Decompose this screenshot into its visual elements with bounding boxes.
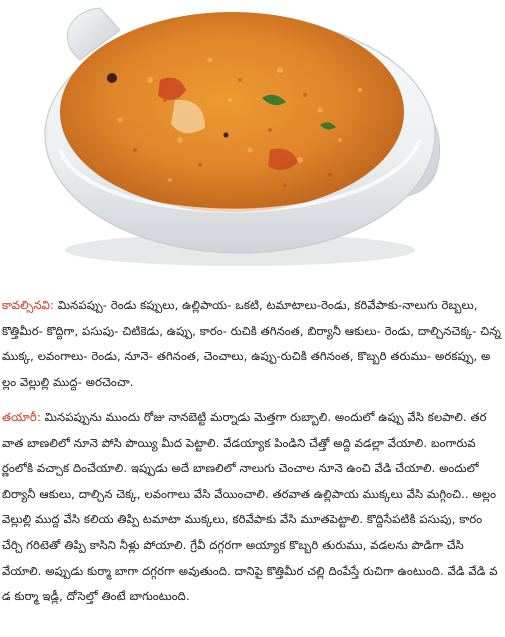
method-paragraph: [2, 405, 502, 610]
ingredients-text: మినపప్పు- రెండు కప్పులు, ఉల్లిపాయ- ఒకటి, టమాటాలు-రెండు, కరివేపాకు-నాలుగు రెబ్బలు, కొత్తిమీర- కొద్దిగా, పసుపు- చిటికెడు, ఉప్పు, కారం- రుచికి తగినంత, బిర్యానీ ఆకులు- రెండు, దాల్చినచెక్క- చిన్నముక్క, లవంగాలు- రెండు, నూనె- తగినంత, చెంచాలు, ఉప్పు-రుచికి తగినంత, కొబ్బరి తరుము- అరకప్పు, అల్లం వెల్లుల్లి ముద్ద- అరచెంచా.: [2, 298, 501, 389]
method-label: తయారీ:: [2, 410, 41, 424]
ingredients-label: కావల్సినవి:: [2, 298, 55, 312]
ingredients-paragraph: [2, 293, 502, 395]
curry-bowl-photo: [0, 0, 505, 268]
method-text: మినపప్పును ముందు రోజు నానబెట్టి మర్నాడు మెత్తగా రుబ్బాలి. అందులో ఉప్పు వేసి కలపాలి. తరవాత బాణలిలో నూనె పోసి పొయ్యి మీద పెట్టాలి. వేడయ్యాక పిండిని చేత్తో అద్ది వడల్లా వేయాలి. బంగారువర్ణంలోకి వచ్చాక దించేయాలి. ఇప్పుడు అదే బాణలిలో నాలుగు చెంచాల నూనె ఉంచి వేడి చేయాలి. అందులో బిర్యానీ ఆకులు, దాల్చిన చెక్క, లవంగాలు వేసి వేయించాలి. తరవాత ఉల్లిపాయ ముక్కలు వేసి మగ్గించి.. అల్లం వెల్లుల్లి ముద్ద వేసి కలియ తిప్పి టమాటా ముక్కలు, కరివేపాకు వేసి మూతపెట్టాలి. కొద్దిసేపటికి పసుపు, కారం చేర్చి గరిటెతో తిప్పి కాసిని నీళ్లు పోయాలి. గ్రేవీ దగ్గరగా అయ్యాక కొబ్బరి తురుము, వడలను పొడిగా చేసి వేయాలి. అప్పుడు కుర్మా బాగా దగ్గరగా అవుతుంది. దానిపై కొత్తిమీర చల్లి దింపేస్తే రుచిగా ఉంటుంది. వేడి వేడి వడ కుర్మా ఇడ్లీ, దోసెల్తో తింటే బాగుంటుంది.: [2, 410, 498, 604]
